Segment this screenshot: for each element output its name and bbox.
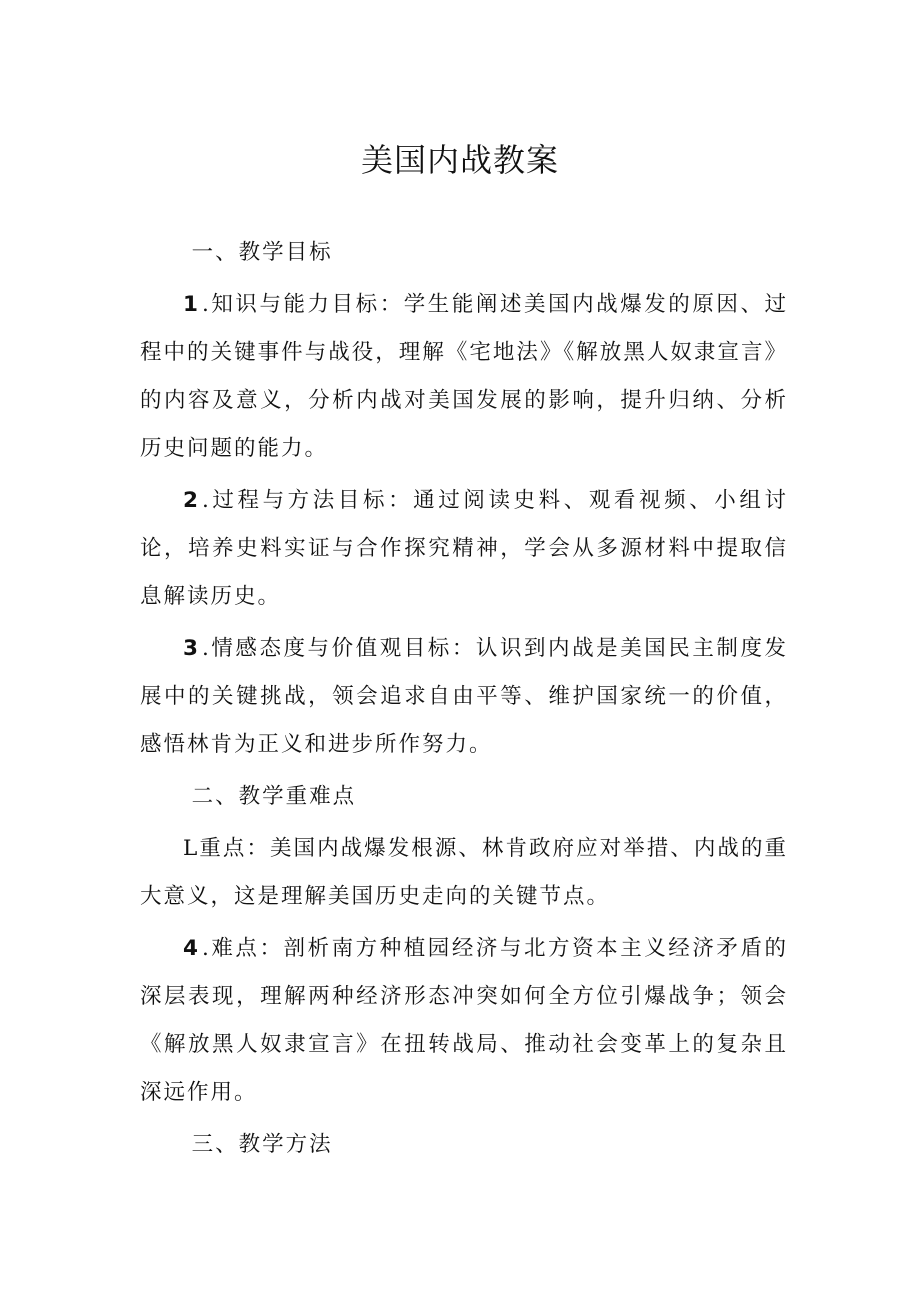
paragraph-knowledge-objective [140,281,788,473]
paragraph-key-point [140,825,788,921]
item-number: 2 [183,488,202,513]
paragraph-values-objective [140,625,788,769]
item-number: 4 [183,936,202,961]
paragraph-difficult-point [140,925,788,1117]
item-number: 1 [183,292,202,317]
document-body [140,229,788,1173]
paragraph-text: .情感态度与价值观目标：认识到内战是美国民主制度发展中的关键挑战，领会追求自由平等、维护国家统一的价值，感悟林肯为正义和进步所作努力。 [140,636,788,757]
item-number: 3 [183,636,202,661]
paragraph-text: .过程与方法目标：通过阅读史料、观看视频、小组讨论，培养史料实证与合作探究精神，学会从多源材料中提取信息解读历史。 [140,488,788,609]
section-heading-methods: 三、教学方法 [191,1132,333,1157]
paragraph-text: L重点：美国内战爆发根源、林肯政府应对举措、内战的重大意义，这是理解美国历史走向的关键节点。 [140,836,788,909]
paragraph-text: .难点：剖析南方种植园经济与北方资本主义经济矛盾的深层表现，理解两种经济形态冲突如何全方位引爆战争；领会《解放黑人奴隶宣言》在扭转战局、推动社会变革上的复杂且深远作用。 [140,936,788,1105]
paragraph-process-objective [140,477,788,621]
document-title: 美国内战教案 [360,141,559,179]
section-heading-key-points: 二、教学重难点 [191,784,357,809]
paragraph-text: .知识与能力目标：学生能阐述美国内战爆发的原因、过程中的关键事件与战役，理解《宅地法》《解放黑人奴隶宣言》的内容及意义，分析内战对美国发展的影响，提升归纳、分析历史问题的能力。 [140,292,788,461]
section-heading-objectives: 一、教学目标 [191,240,333,265]
